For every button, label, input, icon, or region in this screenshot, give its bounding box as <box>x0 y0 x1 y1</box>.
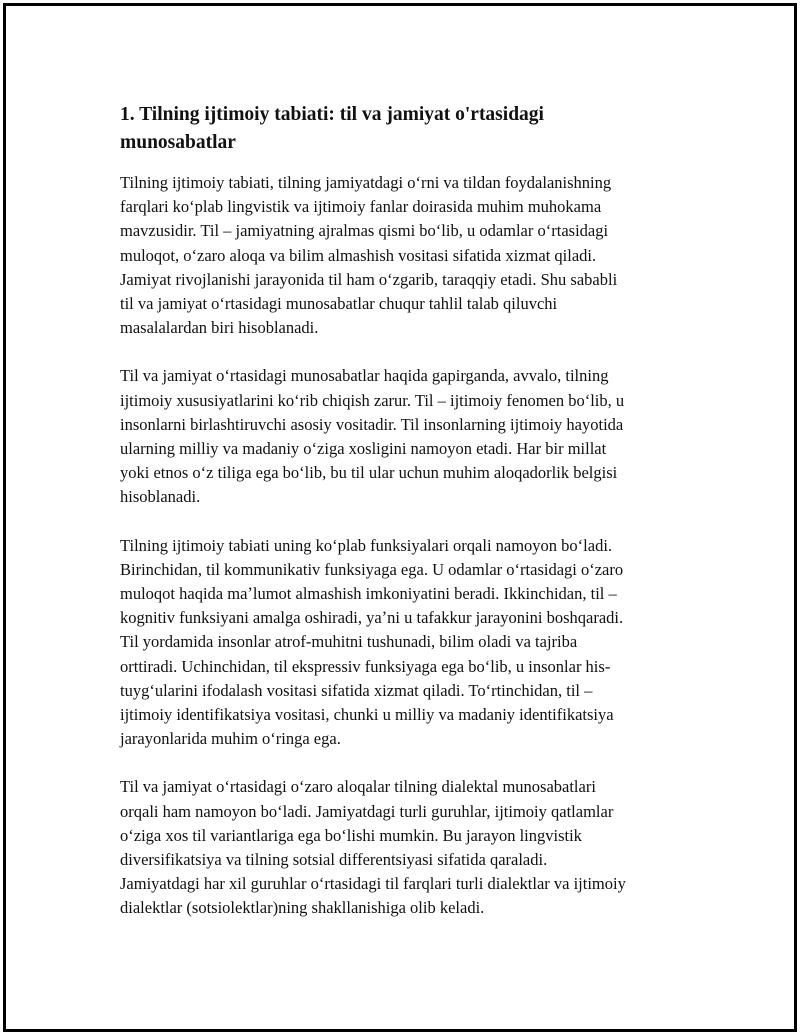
paragraph-line: jarayonlarida muhim oʻringa ega. <box>120 729 341 749</box>
paragraph-line: Tilning ijtimoiy tabiati uning koʻplab funksiyalari orqali namoyon boʻladi. <box>120 535 613 555</box>
paragraph-line: oʻziga xos til variantlariga ega boʻlishi mumkin. Bu jarayon lingvistik <box>120 825 582 845</box>
paragraph-line: Til va jamiyat oʻrtasidagi oʻzaro aloqalar tilning dialektal munosabatlari <box>120 777 596 797</box>
section-title-line-1: 1. Tilning ijtimoiy tabiati: til va jamiyat o'rtasidagi <box>120 104 544 125</box>
paragraph-line: kognitiv funksiyani amalga oshiradi, yaʼni u tafakkur jarayonini boshqaradi. <box>120 608 624 628</box>
paragraph-line: mavzusidir. Til – jamiyatning ajralmas qismi boʻlib, u odamlar oʻrtasidagi <box>120 221 609 241</box>
paragraph-line: masalalardan biri hisoblanadi. <box>120 318 319 338</box>
paragraph-line: diversifikatsiya va tilning sotsial differentsiyasi sifatida qaraladi. <box>120 850 548 870</box>
paragraphs <box>120 171 700 921</box>
paragraph-line: orqali ham namoyon boʻladi. Jamiyatdagi turli guruhlar, ijtimoiy qatlamlar <box>120 801 614 821</box>
paragraph-line: ijtimoiy identifikatsiya vositasi, chunki u milliy va madaniy identifikatsiya <box>120 705 614 725</box>
paragraph-line: tuygʻularini ifodalash vositasi sifatida xizmat qiladi. Toʻrtinchidan, til – <box>120 680 593 700</box>
paragraph-line: orttiradi. Uchinchidan, til ekspressiv funksiyaga ega boʻlib, u insonlar his- <box>120 656 611 676</box>
paragraph-line: Til yordamida insonlar atrof-muhitni tushunadi, bilim oladi va tajriba <box>120 632 578 652</box>
paragraph-line: til va jamiyat oʻrtasidagi munosabatlar chuqur tahlil talab qiluvchi <box>120 294 558 314</box>
paragraph-line: ijtimoiy xususiyatlarini koʻrib chiqish zarur. Til – ijtimoiy fenomen boʻlib, u <box>120 390 625 410</box>
paragraph-line: muloqot haqida maʼlumot almashish imkoniyatini beradi. Ikkinchidan, til – <box>120 584 617 604</box>
paragraph-line: ularning milliy va madaniy oʻziga xosligini namoyon etadi. Har bir millat <box>120 439 607 459</box>
paragraph-line: Jamiyat rivojlanishi jarayonida til ham oʻzgarib, taraqqiy etadi. Shu sababli <box>120 269 618 289</box>
document-body <box>120 101 700 945</box>
paragraph <box>120 534 700 752</box>
paragraph <box>120 171 700 340</box>
paragraph-line: farqlari koʻplab lingvistik va ijtimoiy fanlar doirasida muhim muhokama <box>120 197 602 217</box>
section-title-line-2: munosabatlar <box>120 132 236 153</box>
paragraph <box>120 364 700 509</box>
paragraph-line: Jamiyatdagi har xil guruhlar oʻrtasidagi til farqlari turli dialektlar va ijtimoiy <box>120 874 626 894</box>
paragraph <box>120 775 700 920</box>
paragraph-line: muloqot, oʻzaro aloqa va bilim almashish vositasi sifatida xizmat qiladi. <box>120 245 597 265</box>
paragraph-line: Tilning ijtimoiy tabiati, tilning jamiyatdagi oʻrni va tildan foydalanishning <box>120 173 612 192</box>
paragraph-line: Birinchidan, til kommunikativ funksiyaga ega. U odamlar oʻrtasidagi oʻzaro <box>120 559 624 579</box>
paragraph-line: dialektlar (sotsiolektlar)ning shakllanishiga olib keladi. <box>120 898 485 918</box>
paragraph-line: insonlarni birlashtiruvchi asosiy vositadir. Til insonlarning ijtimoiy hayotida <box>120 414 624 434</box>
paragraph-line: yoki etnos oʻz tiliga ega boʻlib, bu til ular uchun muhim aloqadorlik belgisi <box>120 463 618 483</box>
paragraph-line: Til va jamiyat oʻrtasidagi munosabatlar haqida gapirganda, avvalo, tilning <box>120 366 609 386</box>
paragraph-line: hisoblanadi. <box>120 487 201 507</box>
page-frame <box>3 3 797 1032</box>
section-title <box>120 101 700 157</box>
